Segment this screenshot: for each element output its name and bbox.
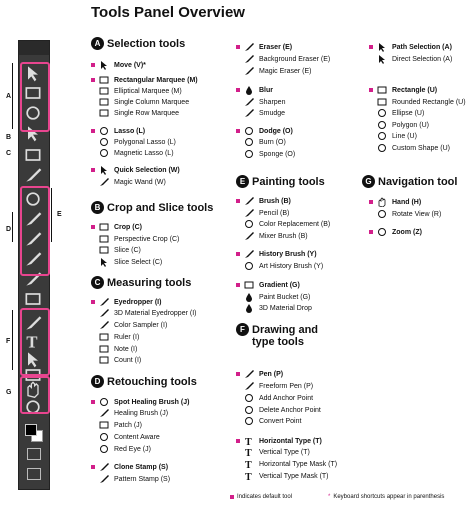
v-type-mask-icon: [243, 471, 255, 481]
magic-wand-icon: [98, 177, 110, 187]
slice-icon: [98, 245, 110, 255]
section-title-retouching: Retouching tools: [107, 375, 197, 388]
tool-row: [236, 369, 283, 379]
tool-row: [236, 108, 285, 118]
clone-stamp-icon: [98, 462, 110, 472]
tool-row: [91, 86, 182, 96]
default-marker-icon: [236, 439, 240, 443]
color-sampler-icon: [98, 320, 110, 330]
tool-row: [369, 108, 424, 118]
tool-label: Blur: [259, 86, 273, 94]
badge-b: B: [91, 201, 104, 214]
tool-row: [236, 137, 286, 147]
footer-shortcut-note: Keyboard shortcuts appear in parenthesis: [333, 494, 445, 500]
tool-label: Patch (J): [114, 421, 143, 429]
section-drawing: [236, 323, 318, 348]
tool-label: Direct Selection (A): [392, 55, 453, 63]
tool-label: Ruler (I): [114, 333, 140, 341]
default-marker-icon: [91, 78, 95, 82]
group-a-highlight: [20, 62, 50, 132]
tool-label: Perspective Crop (C): [114, 235, 180, 243]
tool-label: History Brush (Y): [259, 250, 317, 258]
tool-row: [236, 54, 330, 64]
svg-text:T: T: [245, 472, 252, 481]
tool-row: [236, 405, 321, 415]
section-navigation: [362, 175, 457, 188]
foreground-color-swatch[interactable]: [25, 424, 37, 436]
h-type-icon: [243, 436, 255, 446]
tool-row: [91, 474, 170, 484]
section-painting: [236, 175, 325, 188]
pencil-icon: [243, 208, 255, 218]
tool-label: Horizontal Type (T): [259, 437, 322, 445]
badge-f: F: [236, 323, 249, 336]
label-f: F: [6, 338, 11, 345]
tool-row: [91, 462, 168, 472]
tool-label: Hand (H): [392, 198, 422, 206]
badge-a: A: [91, 37, 104, 50]
tool-label: Crop (C): [114, 223, 142, 231]
section-selection: [91, 37, 185, 50]
tool-row: [91, 234, 179, 244]
zoom-icon: [376, 227, 388, 237]
tool-label: Single Column Marquee: [114, 98, 190, 106]
tool-label: Red Eye (J): [114, 445, 151, 453]
persp-crop-icon: [98, 234, 110, 244]
default-marker-icon: [369, 230, 373, 234]
group-e-highlight: [20, 186, 50, 276]
tool-label: Custom Shape (U): [392, 144, 450, 152]
default-marker-icon: [236, 45, 240, 49]
freeform-pen-icon: [243, 381, 255, 391]
tool-label: 3D Material Drop: [259, 304, 312, 312]
rounded-rect-icon: [376, 97, 388, 107]
tool-row: [91, 148, 174, 158]
tool-label: Convert Point: [259, 417, 302, 425]
default-marker-icon: [369, 200, 373, 204]
custom-shape-icon: [376, 143, 388, 153]
dodge-icon: [243, 126, 255, 136]
tool-row: [91, 60, 146, 70]
star-marker: *: [328, 494, 331, 500]
rectangle-icon: [376, 85, 388, 95]
count-icon: [98, 355, 110, 365]
default-marker-icon: [236, 372, 240, 376]
footer-shortcuts: [328, 494, 444, 500]
tool-label: Burn (O): [259, 138, 286, 146]
tool-row: [236, 261, 323, 271]
rotate-view-icon: [376, 209, 388, 219]
panel-header[interactable]: [19, 41, 49, 55]
tool-row: [91, 75, 198, 85]
tool-row: [236, 42, 292, 52]
label-b: B: [6, 134, 12, 141]
tool-label: Count (I): [114, 356, 142, 364]
group-f-highlight: [20, 308, 50, 376]
bracket-e: [51, 188, 52, 242]
tool-label: Slice Select (C): [114, 258, 163, 266]
tool-label: Quick Selection (W): [114, 166, 180, 174]
ellipse-marquee-icon: [98, 86, 110, 96]
content-aware-icon: [98, 432, 110, 442]
tool-row: [369, 131, 417, 141]
tool-label: Ellipse (U): [392, 109, 425, 117]
svg-text:T: T: [245, 460, 252, 469]
tool-label: Zoom (Z): [392, 228, 422, 236]
tool-row: [236, 208, 289, 218]
path-select-icon: [376, 42, 388, 52]
tool-label: Slice (C): [114, 246, 141, 254]
tool-row: [369, 227, 422, 237]
move-icon: [98, 60, 110, 70]
sponge-icon: [243, 149, 255, 159]
badge-g: G: [362, 175, 375, 188]
tool-label: Clone Stamp (S): [114, 463, 169, 471]
default-marker-icon: [91, 400, 95, 404]
default-marker-icon: [236, 88, 240, 92]
gradient-icon: [243, 280, 255, 290]
sharpen-icon: [243, 97, 255, 107]
tool-row: [236, 219, 330, 229]
badge-c: C: [91, 276, 104, 289]
tool-label: Art History Brush (Y): [259, 262, 324, 270]
v-type-icon: [243, 447, 255, 457]
polygon-icon: [376, 120, 388, 130]
ellipse-icon: [376, 108, 388, 118]
tool-row: [369, 85, 437, 95]
rect-marquee-icon: [98, 75, 110, 85]
direct-select-icon: [376, 54, 388, 64]
tool-label: Add Anchor Point: [259, 394, 314, 402]
brush-icon: [243, 196, 255, 206]
svg-text:T: T: [26, 332, 38, 350]
gradient-tool-button[interactable]: [23, 290, 43, 308]
section-title-navigation: Navigation tool: [378, 175, 458, 188]
svg-text:T: T: [245, 448, 252, 457]
tool-label: Magic Eraser (E): [259, 67, 312, 75]
eyedropper-icon: [98, 297, 110, 307]
tool-row: [91, 444, 151, 454]
tool-label: Color Sampler (I): [114, 321, 168, 329]
convert-point-icon: [243, 416, 255, 426]
history-brush-icon: [243, 249, 255, 259]
group-g-highlight: [20, 376, 50, 414]
tool-row: [236, 381, 313, 391]
h-type-mask-icon: [243, 459, 255, 469]
tool-label: Rectangle (U): [392, 86, 438, 94]
tool-row: [91, 126, 145, 136]
tool-row: [236, 97, 285, 107]
tool-label: Background Eraser (E): [259, 55, 331, 63]
tool-row: [91, 408, 168, 418]
tool-row: [91, 332, 139, 342]
burn-icon: [243, 137, 255, 147]
tool-row: [236, 66, 312, 76]
default-marker-icon: [91, 300, 95, 304]
hand-icon: [376, 197, 388, 207]
default-marker-icon: [236, 129, 240, 133]
tool-row: [91, 137, 176, 147]
tool-label: Eyedropper (I): [114, 298, 162, 306]
tool-label: Pattern Stamp (S): [114, 475, 171, 483]
tool-row: [236, 471, 329, 481]
tool-row: [369, 42, 452, 52]
paint-bucket-icon: [243, 292, 255, 302]
tool-row: [236, 447, 310, 457]
spot-healing-icon: [98, 397, 110, 407]
tool-row: [369, 120, 429, 130]
tool-row: [369, 197, 421, 207]
tool-row: [91, 97, 189, 107]
tool-label: Path Selection (A): [392, 43, 452, 51]
default-marker-icon: [91, 225, 95, 229]
quick-select-icon: [98, 165, 110, 175]
tool-row: [236, 393, 313, 403]
tool-label: Rounded Rectangle (U): [392, 98, 466, 106]
crop-icon: [98, 222, 110, 232]
slice-select-icon: [98, 257, 110, 267]
default-marker-icon: [236, 199, 240, 203]
tool-label: Eraser (E): [259, 43, 293, 51]
default-marker-icon: [369, 45, 373, 49]
default-marker-icon: [91, 168, 95, 172]
tool-row: [91, 308, 196, 318]
default-marker-icon: [91, 465, 95, 469]
label-e: E: [57, 211, 62, 218]
material-drop-icon: [243, 303, 255, 313]
eraser-icon: [243, 42, 255, 52]
section-title-crop: Crop and Slice tools: [107, 201, 214, 214]
tool-row: [91, 177, 166, 187]
section-title-drawing: Drawing and: [252, 323, 319, 336]
tool-label: Content Aware: [114, 433, 160, 441]
tool-row: [91, 355, 141, 365]
tool-row: [91, 344, 137, 354]
tool-label: Delete Anchor Point: [259, 406, 321, 414]
section-title-measuring: Measuring tools: [107, 276, 192, 289]
tool-row: [236, 280, 300, 290]
section-measuring: [91, 276, 191, 289]
row-marquee-icon: [98, 108, 110, 118]
tool-label: Pen (P): [259, 370, 284, 378]
page-title: Tools Panel Overview: [91, 4, 245, 21]
tool-label: Smudge: [259, 109, 286, 117]
bracket-d: [12, 212, 13, 242]
magic-eraser-icon: [243, 66, 255, 76]
default-marker-icon: [230, 495, 234, 499]
color-replace-icon: [243, 219, 255, 229]
material-eyedropper-icon: [98, 308, 110, 318]
label-c: C: [6, 150, 12, 157]
tool-row: [91, 245, 141, 255]
footer-default: [230, 494, 292, 500]
default-marker-icon: [236, 252, 240, 256]
tool-row: [236, 126, 293, 136]
delete-anchor-icon: [243, 405, 255, 415]
tool-label: Single Row Marquee: [114, 109, 179, 117]
lasso-icon: [98, 126, 110, 136]
tool-row: [236, 436, 322, 446]
eyedropper-tool-button[interactable]: [23, 166, 43, 184]
tool-row: [236, 231, 308, 241]
tool-row: [236, 85, 273, 95]
tool-label: Move (V)*: [114, 61, 146, 69]
pen-icon: [243, 369, 255, 379]
patch-icon: [98, 420, 110, 430]
bracket-a: [12, 63, 13, 129]
tool-label: Dodge (O): [259, 127, 293, 135]
tool-row: [369, 143, 450, 153]
tool-row: [236, 303, 312, 313]
tool-label: Polygon (U): [392, 121, 429, 129]
tool-row: [236, 196, 291, 206]
tool-row: [369, 97, 466, 107]
tool-label: Sharpen: [259, 98, 286, 106]
tool-label: Magnetic Lasso (L): [114, 149, 174, 157]
bg-eraser-icon: [243, 54, 255, 64]
tool-row: [236, 416, 301, 426]
tool-label: Vertical Type (T): [259, 448, 310, 456]
tool-label: Elliptical Marquee (M): [114, 87, 182, 95]
label-a: A: [6, 93, 12, 100]
section-title-selection: Selection tools: [107, 37, 186, 50]
section-crop: [91, 201, 213, 214]
footer-default-note: Indicates default tool: [237, 494, 293, 500]
tool-label: Spot Healing Brush (J): [114, 398, 190, 406]
default-marker-icon: [91, 63, 95, 67]
label-d: D: [6, 226, 12, 233]
section-retouching: [91, 375, 197, 388]
tool-label: Pencil (B): [259, 209, 290, 217]
add-anchor-icon: [243, 393, 255, 403]
tool-row: [369, 209, 441, 219]
smudge-icon: [243, 108, 255, 118]
tool-row: [91, 165, 180, 175]
default-marker-icon: [236, 283, 240, 287]
tool-label: Healing Brush (J): [114, 409, 169, 417]
tool-row: [91, 297, 161, 307]
tool-label: Rectangular Marquee (M): [114, 76, 198, 84]
healing-brush-icon: [98, 408, 110, 418]
section-title-painting: Painting tools: [252, 175, 325, 188]
tool-label: Horizontal Type Mask (T): [259, 460, 338, 468]
tool-row: [91, 257, 162, 267]
red-eye-icon: [98, 444, 110, 454]
magnetic-lasso-icon: [98, 148, 110, 158]
crop-tool-button[interactable]: [23, 146, 43, 164]
line-icon: [376, 131, 388, 141]
quick-mask-button[interactable]: [27, 448, 41, 460]
tool-label: Rotate View (R): [392, 210, 442, 218]
mixer-brush-icon: [243, 231, 255, 241]
badge-e: E: [236, 175, 249, 188]
column-marquee-icon: [98, 97, 110, 107]
tool-label: Freeform Pen (P): [259, 382, 314, 390]
badge-d: D: [91, 375, 104, 388]
tool-label: Color Replacement (B): [259, 220, 331, 228]
default-marker-icon: [91, 129, 95, 133]
poly-lasso-icon: [98, 137, 110, 147]
tool-label: Gradient (G): [259, 281, 300, 289]
tool-row: [91, 397, 189, 407]
blur-icon: [243, 85, 255, 95]
tool-label: Paint Bucket (G): [259, 293, 311, 301]
tool-label: Mixer Brush (B): [259, 232, 308, 240]
tool-row: [91, 420, 142, 430]
note-icon: [98, 344, 110, 354]
tool-label: Polygonal Lasso (L): [114, 138, 176, 146]
tool-row: [91, 320, 167, 330]
tool-row: [91, 222, 142, 232]
default-marker-icon: [369, 88, 373, 92]
tool-label: Magic Wand (W): [114, 178, 166, 186]
tool-label: Lasso (L): [114, 127, 146, 135]
bracket-f: [12, 310, 13, 370]
tool-label: Brush (B): [259, 197, 291, 205]
tool-label: Note (I): [114, 345, 138, 353]
tool-label: Line (U): [392, 132, 417, 140]
tool-label: 3D Material Eyedropper (I): [114, 309, 197, 317]
tool-row: [236, 292, 310, 302]
tool-label: Vertical Type Mask (T): [259, 472, 329, 480]
tool-row: [91, 432, 160, 442]
section-title-drawing-2: type tools: [252, 336, 304, 348]
tool-row: [91, 108, 179, 118]
label-g: G: [6, 389, 12, 396]
tool-row: [236, 249, 317, 259]
tool-row: [369, 54, 452, 64]
svg-text:T: T: [245, 437, 252, 446]
pattern-stamp-icon: [98, 474, 110, 484]
tool-row: [236, 149, 295, 159]
tool-row: [236, 459, 337, 469]
screen-mode-button[interactable]: [27, 468, 41, 480]
tool-label: Sponge (O): [259, 150, 296, 158]
ruler-icon: [98, 332, 110, 342]
art-history-icon: [243, 261, 255, 271]
